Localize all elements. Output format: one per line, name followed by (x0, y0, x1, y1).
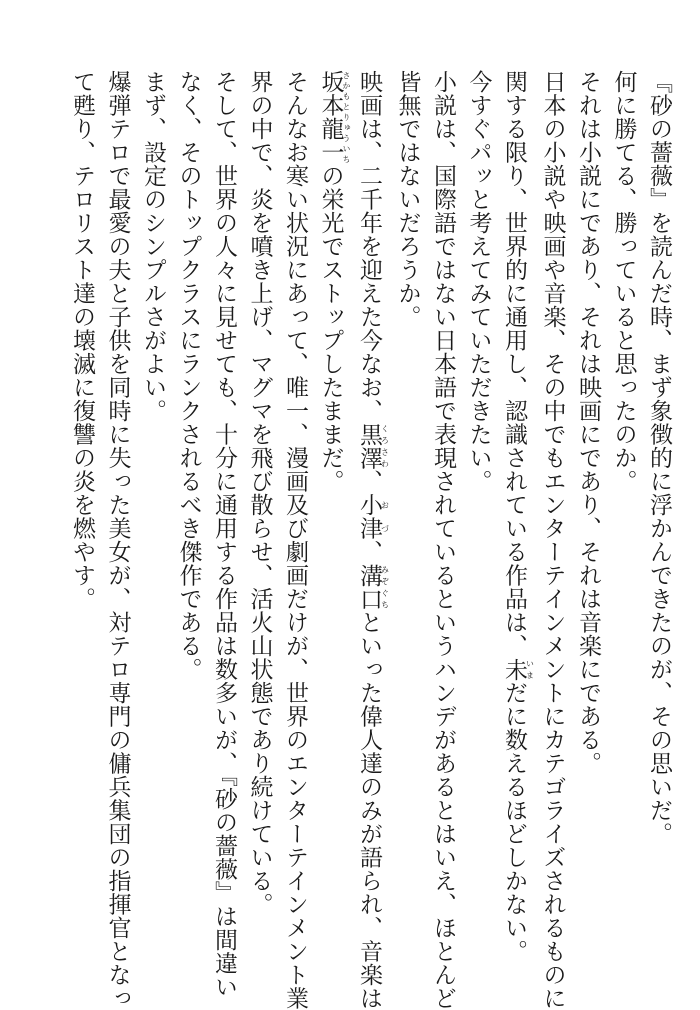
text-line-10: 坂本龍一さかもとりゅういちの栄光でストップしたままだ。 (317, 70, 351, 493)
text-line-3: それは小説にであり、それは映画にであり、それは音楽にである。 (575, 70, 601, 775)
text-line-15: まず、設定のシンプルさがよい。 (140, 70, 166, 423)
text-line-7: 小説は、国際語ではない日本語で表現されているというハンデがあるとはいえ、ほとんど (430, 70, 456, 1010)
text-line-2: 何に勝てる、勝っていると思ったのか。 (610, 70, 637, 493)
text-line-17: て甦り、テロリスト達の壊滅に復讐の炎を燃やす。 (69, 70, 95, 611)
text-line-16: 爆弾テロで最愛の夫と子供を同時に失った美女が、対テロ専門の傭兵集団の指揮官となっ (104, 70, 131, 1010)
text-line-4: 日本の小説や映画や音楽、その中でもエンターテインメントにカテゴライズされるものに (539, 70, 566, 1010)
text-line-13: そして、世界の人々に見せても、十分に通用する作品は数多いが、『砂の薔薇』は間違い (211, 70, 237, 999)
ruby-kurosawa: 黒澤くろさわ (356, 422, 390, 470)
text-line-12: 界の中で、炎を噴き上げ、マグマを飛び散らせ、活火山状態であり続けている。 (246, 70, 273, 916)
text-line-8: 皆無ではないだろうか。 (394, 70, 421, 329)
text-line-5 (496, 70, 535, 963)
text-line-6: 今すぐパッと考えてみていただきたい。 (465, 70, 492, 493)
vertical-text-body (64, 70, 677, 1010)
ruby-ozu: 小津おづ (356, 493, 390, 540)
text-line-5-part-1: 関する限り、世界的に通用し、認識されている作品は、 (501, 70, 527, 658)
text-line-5-part-2: だに数えるほどしかない。 (501, 681, 527, 963)
text-line-9: 映画は、二千年を迎えた今なお、黒澤くろさわ、小津おづ、溝口みぞぐちといった偉人達のみが語られ、音楽は (356, 70, 390, 1010)
ruby-mizoguchi: 溝口みぞぐち (356, 563, 390, 611)
ruby-sakamoto-ryuichi: 坂本龍一さかもとりゅういち (317, 70, 351, 164)
ruby-imada: 未いま (501, 657, 535, 681)
text-line-1: 『砂の薔薇』を読んだ時、まず象徴的に浮かんできたのが、その思いだ。 (646, 70, 672, 846)
text-line-14: なく、そのトップクラスにランクされるべき傑作である。 (175, 70, 202, 681)
text-line-11: そんなお寒い状況にあって、唯一、漫画及び劇画だけが、世界のエンターテインメント業 (282, 70, 308, 1010)
